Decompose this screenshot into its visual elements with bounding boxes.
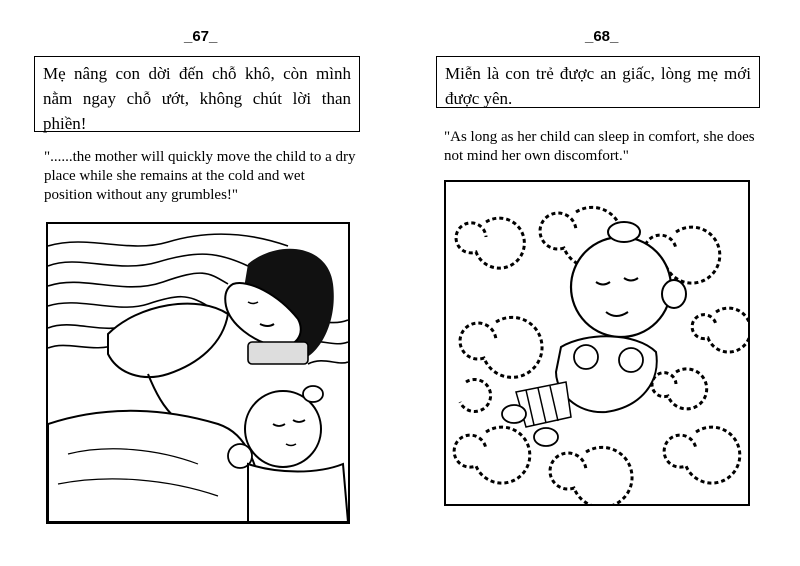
page-number-left: _67_ <box>184 28 218 45</box>
english-caption-left: "......the mother will quickly move the child to a dry place while she remains at the cold and wet position without any grumbles!" <box>44 149 356 203</box>
mother-child-illustration <box>46 222 350 524</box>
vietnamese-caption-left: Mẹ nâng con dời đến chỗ khô, còn mình nằm ngay chỗ ướt, không chút lời than phiền! <box>34 56 360 132</box>
vietnamese-caption-right: Miễn là con trẻ được an giấc, lòng mẹ mới được yên. <box>436 56 760 108</box>
sleeping-child-illustration <box>444 180 750 506</box>
english-caption-right: "As long as her child can sleep in comfort, she does not mind her own discomfort." <box>444 129 755 164</box>
page-number-right: _68_ <box>585 28 619 45</box>
